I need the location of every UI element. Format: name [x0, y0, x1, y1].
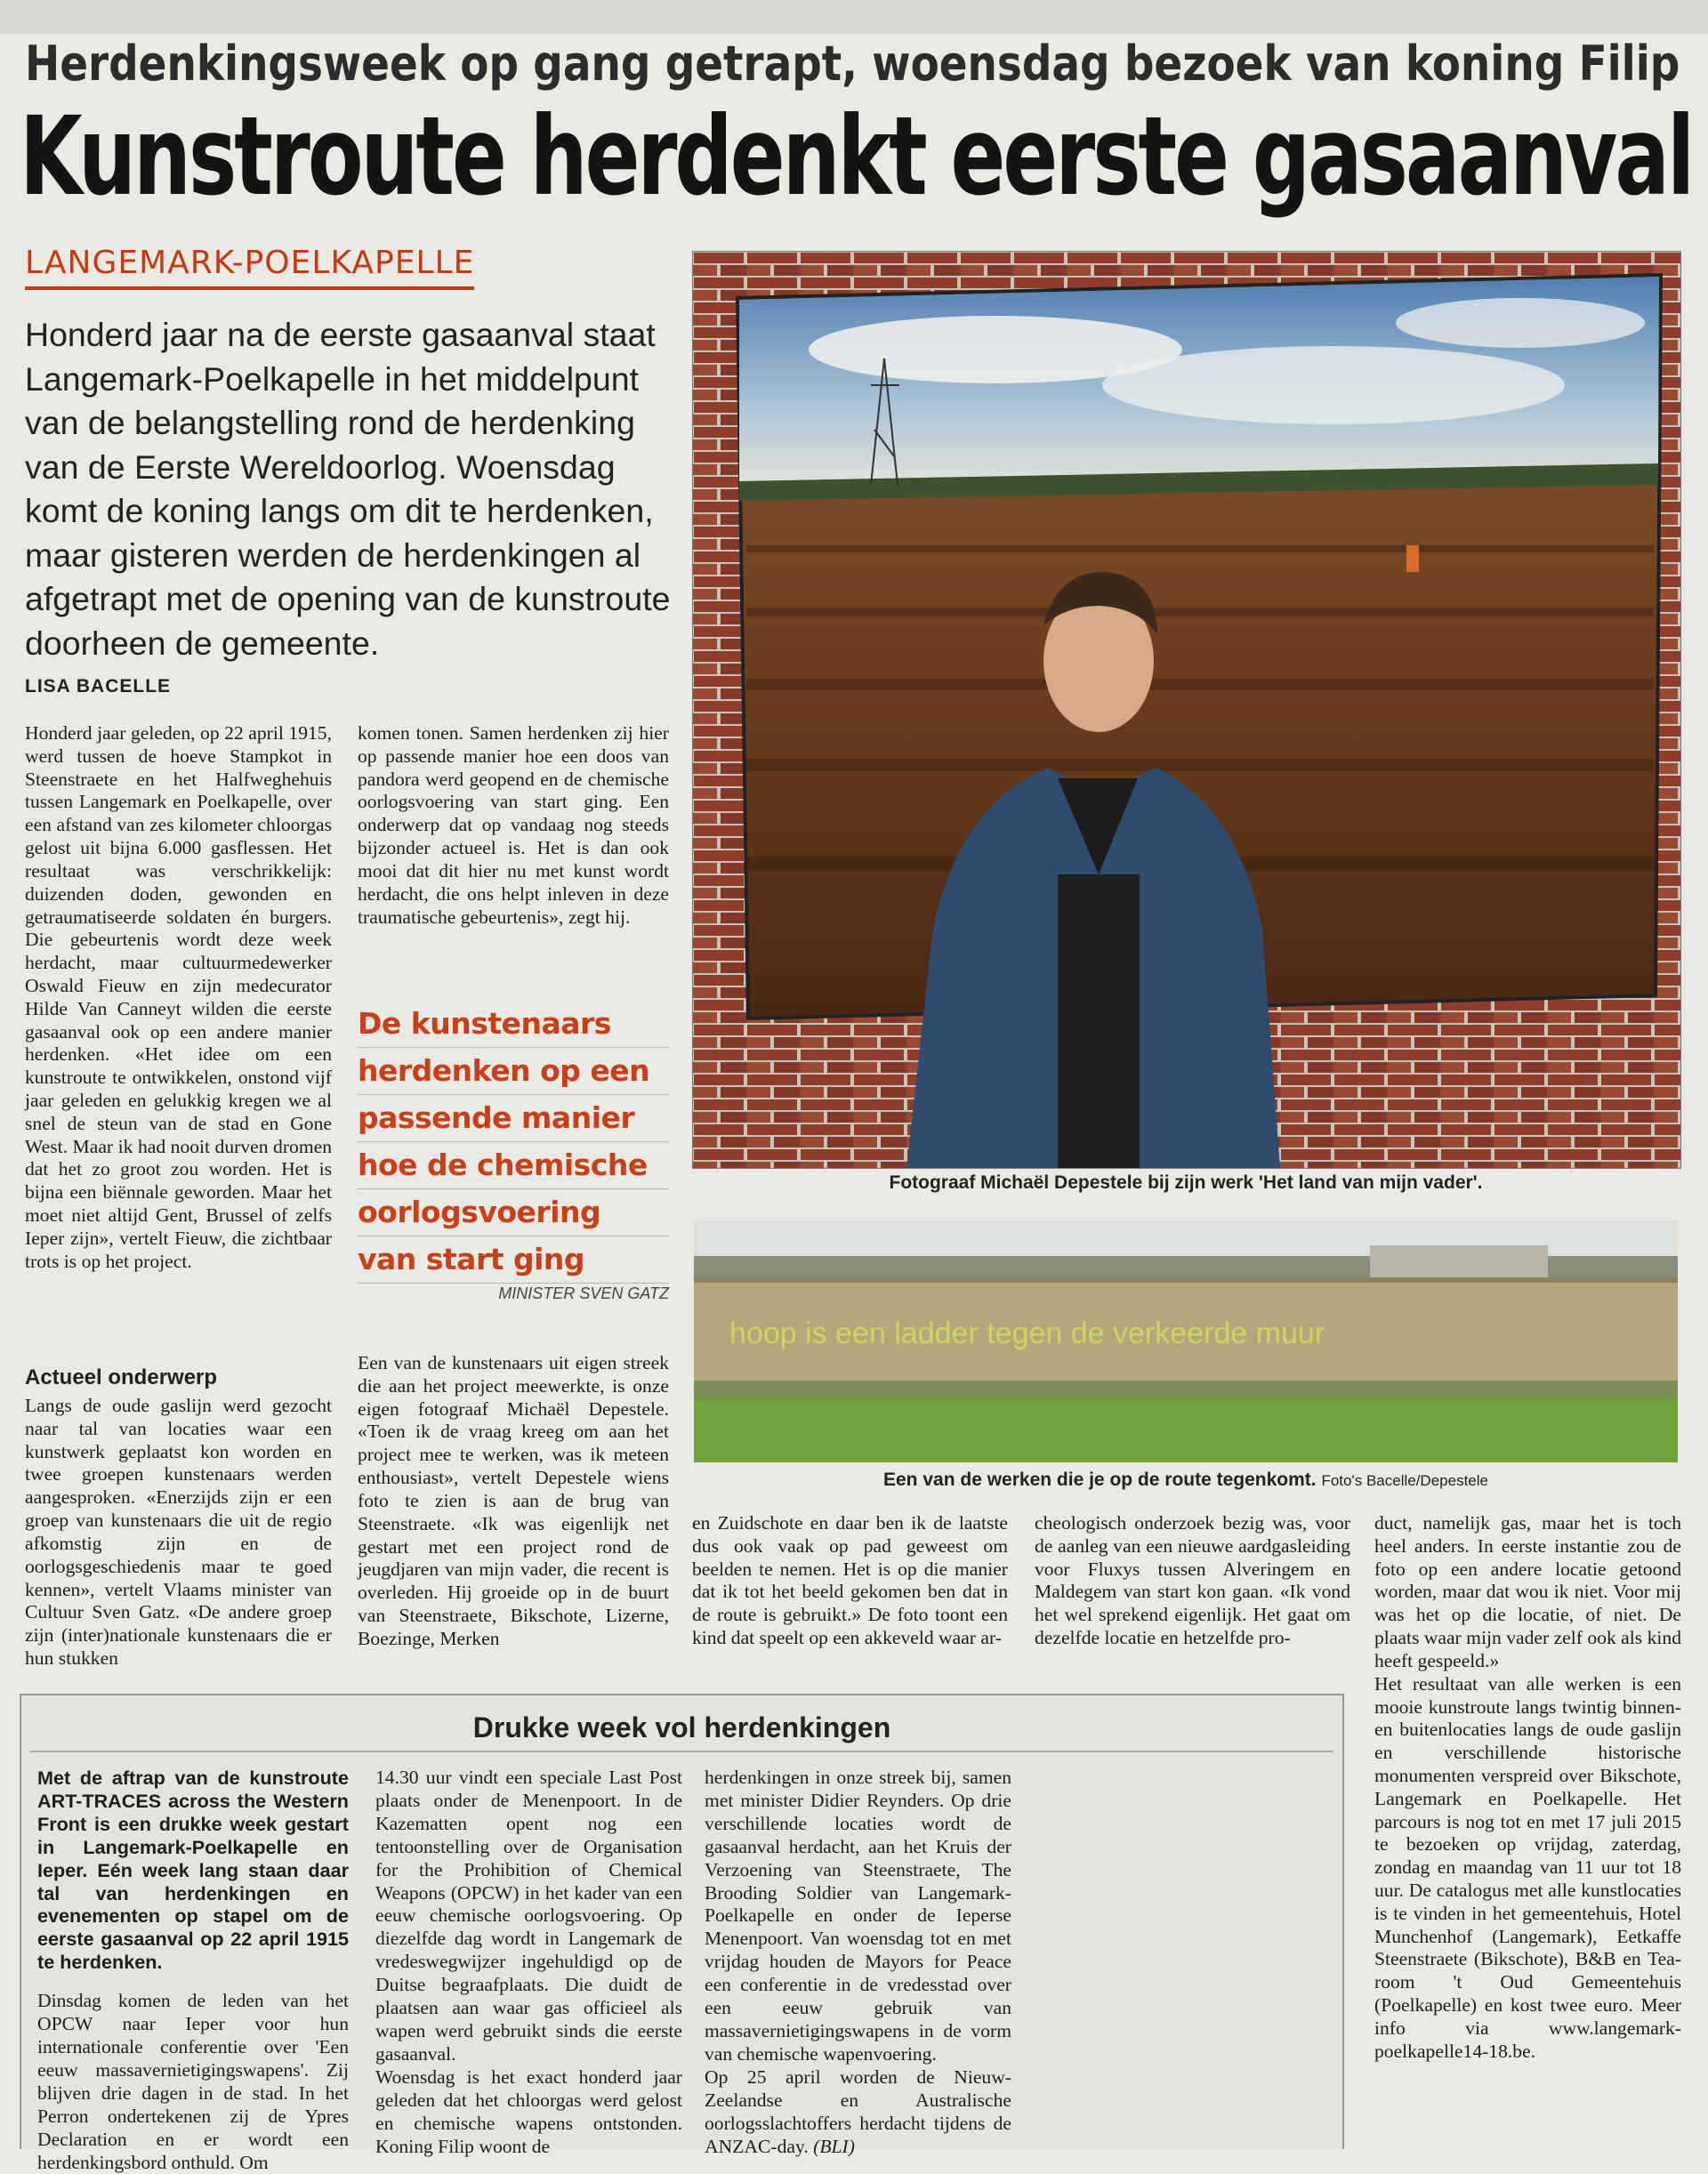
box-text [705, 2066, 1011, 2159]
box-text-span: Op 25 april worden de Nieuw-Zeelandse en Australische oorlogsslachtoffers herdacht tijdens de ANZAC-day. [705, 2065, 1011, 2157]
body-text: komen tonen. Samen herdenken zij hier op passende manier hoe een doos van pandora werd geopend en de chemische oorlogsvoering van start ging. Een onderwerp dat op vandaag nog steeds bijzonder actueel is. Het is dan ook mooi dat dit hier nu met kunst wordt herdacht, die ons helpt inleven in deze traumatische gebeurtenis», zegt hij. [358, 722, 669, 928]
byline: LISA BACELLE [25, 676, 172, 696]
box-title: Drukke week vol herdenkingen [472, 1711, 891, 1743]
pull-quote-line: hoe de chemische [358, 1142, 669, 1189]
pull-quote-line: van start ging [358, 1236, 669, 1284]
photo-photographer-with-artwork [692, 251, 1681, 1169]
wall-text: hoop is een ladder tegen de verkeerde muur [729, 1316, 1325, 1350]
photo-illustration [694, 1220, 1678, 1462]
signature: (BLI) [813, 2135, 855, 2157]
subheadline: Herdenkingsweek op gang getrapt, woensdag bezoek van koning Filip [25, 36, 1680, 92]
pull-quote-line: De kunstenaars [358, 1001, 669, 1048]
previous-article-strip [0, 0, 1708, 34]
caption-text: Een van de werken die je op de route tegenkomt. [883, 1469, 1317, 1490]
box-text: herdenkingen in onze streek bij, samen met minister Didier Reynders. Op drie verschillende locaties wordt de gasaanval herdacht, aan het Kruis der Verzoening van Steenstraete, The Brooding Soldier van Langemark-Poelkapelle en onder de Ieperse Menenpoort. Van woensdag tot en met vrijdag houden de Mayors for Peace een conferentie in de vredesstad over een eeuw gebruik van massavernietigingswapens in de vorm van chemische wapenvoering. [705, 1767, 1011, 2065]
body-text: Honderd jaar geleden, op 22 april 1915, werd tussen de hoeve Stampkot in Steenstraete en het Halfweghehuis tussen Langemark en Poelkapelle, over een afstand van zes kilometer chloorgas gelost uit bijna 6.000 gasflessen. Het resultaat was verschrikkelijk: duizenden doden, gewonden en getraumatiseerde soldaten én burgers. Die gebeurtenis wordt deze week herdacht, maar cultuurmedewerker Oswald Fieuw en zijn medecurator Hilde Van Canneyt wilden die eerste gasaanval ook op een andere manier herdenken. «Het idee om een kunstroute te ontwikkelen, onstond vijf jaar geleden en gelukkig kregen we al snel de steun van de stad en Gone West. Maar ik had nooit durven dromen dat het zo groot zou worden. Het is bijna een biënnale geworden. Maar het moet niet altijd Gent, Brussel of zelfs Ieper zijn», vertelt Fieuw, die zichtbaar trots is op het project. [25, 722, 332, 1272]
sidebar-box [20, 1694, 1344, 2173]
body-text: Het resultaat van alle werken is een mooie kunstroute langs twintig binnen- en buitenlocaties langs de oude gaslijn en verschillende historische monumenten verspreid over Bikschote, Langemark en Poelkapelle. Het parcours is nog tot en met 17 juli 2015 te bezoeken op vrijdag, zaterdag, zondag en maandag van 11 uur tot 18 uur. De catalogus met alle kunstlocaties is te vinden in het gemeentehuis, Hotel Munchenhof (Langemark), Eetkaffe Steenstraete (Bikschote), B&B en Tea-room 't Oud Gemeentehuis (Poelkapelle) en kost twee euro. Meer info via www.langemark-poelkapelle14-18.be. [1374, 1672, 1681, 2062]
box-text: 14.30 uur vindt een speciale Last Post plaats onder de Menenpoort. In de Kazematten opent nog een tentoonstelling over de Organisation for the Prohibition of Chemical Weapons (OPCW) in het kader van een eeuw chemische oorlogsvoering. Op diezelfde dag wordt in Langemark de vredeswegwijzer ingehuldigd op de Duitse begraafplaats. Die duidt de plaatsen aan waar gas officieel als wapen werd gebruikt sinds die eerste gasaanval. [375, 1767, 682, 2065]
photo-credit: Foto's Bacelle/Depestele [1321, 1472, 1488, 1489]
pull-quote-line: passende manier [358, 1095, 669, 1142]
photo-caption-2 [694, 1469, 1678, 1491]
body-text: Een van de kunstenaars uit eigen streek die aan het project meewerkte, is onze eigen fotograaf Michaël Depestele. «Toen ik de vraag kreeg om aan het project mee te werken, was ik meteen enthousiast», vertelt Depestele wiens foto te zien is aan de brug van Steenstraete. «Ik was eigenlijk net gestart met een project rond de jeugdjaren van mijn vader, die recent is overleden. Hij groeide op in de buurt van Steenstraete, Bikschote, Lizerne, Boezinge, Merken [358, 1352, 669, 1649]
pull-quote-line: oorlogsvoering [358, 1189, 669, 1236]
box-divider [30, 1751, 1333, 1752]
body-column-5 [1374, 1512, 1681, 2064]
body-text: duct, namelijk gas, maar het is toch heel anders. In eerste instantie zou de foto op een andere locatie getoond worden, maar dat wou ik niet. Voor mij was het op die locatie, of niet. De plaats waar mijn vader zelf ook als kind heeft gespeeld.» [1374, 1512, 1681, 1671]
box-column-3 [705, 1767, 1011, 2158]
body-text: cheologisch onderzoek bezig was, voor de aanleg van een nieuwe aardgasleiding voor Fluxys tussen Alveringem en Maldegem van start kon gaan. «Ik vond het wel sprekend eigenlijk. Het gaat om dezelfde locatie en hetzelfde pro- [1035, 1512, 1350, 1649]
box-text: Woensdag is het exact honderd jaar geleden dat het chloorgas werd gelost en chemische wapens ontstonden. Koning Filip woont de [375, 2065, 682, 2157]
headline: Kunstroute herdenkt eerste gasaanval [20, 93, 1693, 220]
photo-wall-artwork [694, 1220, 1678, 1462]
body-text: en Zuidschote en daar ben ik de laatste dus ook vaak op pad geweest om beelden te nemen. Het is op die manier dat ik tot het beeld gekomen ben dat in de route is gebruikt.» De foto toont een kind dat speelt op een akkeveld waar ar- [692, 1512, 1008, 1649]
body-column-1b [25, 1395, 332, 1671]
photo-caption: Fotograaf Michaël Depestele bij zijn werk 'Het land van mijn vader'. [889, 1172, 1483, 1193]
pull-quote [358, 1001, 669, 1284]
box-column-1 [37, 1767, 349, 2174]
section-subheading: Actueel onderwerp [25, 1365, 218, 1389]
pull-quote-line: herdenken op een [358, 1048, 669, 1095]
body-column-1 [25, 722, 332, 1274]
body-column-4 [1035, 1512, 1350, 1650]
body-text: Langs de oude gaslijn werd gezocht naar tal van locaties waar een kunstwerk geplaatst kon worden en twee groepen kunstenaars werden aangesproken. «Enerzijds zijn er een groep van kunstenaars die uit de regio afkomstig zijn en de oorlogsgeschiedenis maar te goed kennen», vertelt Vlaams minister van Cultuur Sven Gatz. «De andere groep zijn (inter)nationale kunstenaars die er hun stukken [25, 1395, 332, 1669]
body-column-2 [358, 722, 669, 929]
box-column-2 [375, 1767, 682, 2158]
intro-paragraph: Honderd jaar na de eerste gasaanval staat Langemark-Poelkapelle in het middelpunt van de belangstelling rond de herdenking van de Eerste Wereldoorlog. Woensdag komt de koning langs om dit te herdenken, maar gisteren werden de herdenkingen al afgetrapt met de opening van de kunstroute doorheen de gemeente. [25, 316, 671, 662]
box-lead: Met de aftrap van de kunstroute ART-TRACES across the Western Front is een drukke week gestart in Langemark-Poelkapelle en Ieper. Eén week lang staan daar tal van herdenkingen en evenementen op stapel om de eerste gasaanval op 22 april 1915 te herdenken. [37, 1767, 349, 1974]
box-text: Dinsdag komen de leden van het OPCW naar Ieper voor hun internationale conferentie over 'Een eeuw massavernietigingswapens'. Zij blijven drie dagen in de stad. In het Perron ondertekenen zij de Ypres Declaration en er wordt een herdenkingsbord onthuld. Om [37, 1990, 349, 2173]
photo-illustration [693, 252, 1680, 1168]
body-column-3 [692, 1512, 1008, 1650]
body-column-2b [358, 1352, 669, 1651]
pull-quote-attribution: MINISTER SVEN GATZ [498, 1284, 669, 1302]
dateline: LANGEMARK-POELKAPELLE [25, 245, 474, 290]
